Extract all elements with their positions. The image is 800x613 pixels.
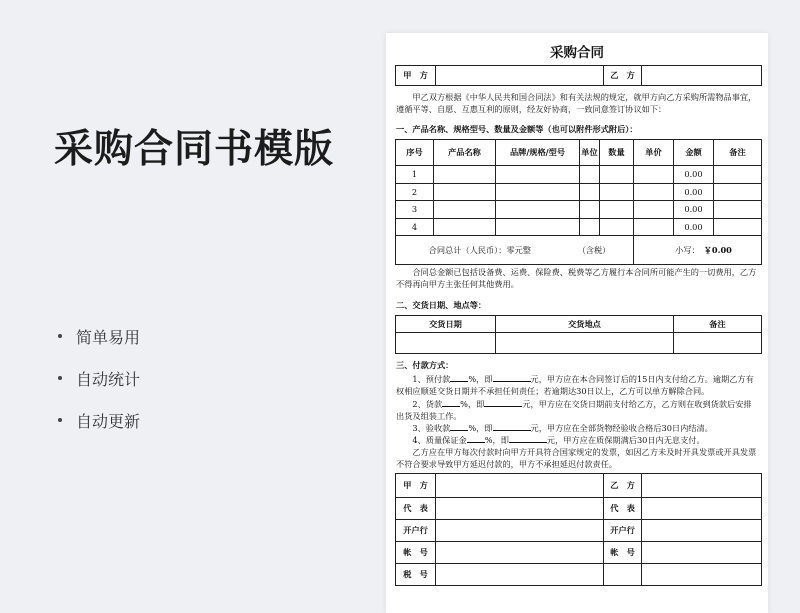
cell[interactable] <box>714 183 762 201</box>
feature-item <box>58 357 140 399</box>
promo-title: 采购合同书模版 <box>54 127 335 172</box>
cell[interactable] <box>434 201 496 219</box>
amount-cell: 0.00 <box>674 166 714 184</box>
total-label: 合同总计（人民币）：零元整 <box>428 244 531 255</box>
signature-row <box>396 542 762 564</box>
amount-cell: 0.00 <box>674 183 714 201</box>
sig-field[interactable] <box>436 520 604 542</box>
cell[interactable] <box>580 166 600 184</box>
signature-row <box>396 520 762 542</box>
cell[interactable] <box>600 201 634 219</box>
parties-table <box>395 65 762 86</box>
payment-clause-2: 2、货款 %，即 元，甲方应在交货日期前支付给乙方，乙方则在收到货款后安排出货及组装工作。 <box>396 399 752 421</box>
row-number: 3 <box>396 201 434 219</box>
col-header: 交货日期 <box>396 316 496 333</box>
small-total-cell <box>634 236 762 265</box>
contract-document <box>386 33 768 613</box>
document-title: 采购合同 <box>550 45 604 61</box>
feature-label: 自动更新 <box>76 411 141 431</box>
row-number: 4 <box>396 218 434 236</box>
sig-field[interactable] <box>642 520 762 542</box>
small-total-value: ￥0.00 <box>703 244 732 255</box>
table-row <box>396 183 762 201</box>
cell[interactable] <box>434 166 496 184</box>
small-total-label: 小写： <box>675 244 700 255</box>
cell[interactable] <box>600 183 634 201</box>
cell[interactable] <box>634 218 674 236</box>
sig-label: 开户行 <box>604 520 642 542</box>
party-a-field[interactable] <box>436 66 604 86</box>
col-header: 品牌/规格/型号 <box>496 140 580 166</box>
delivery-location-field[interactable] <box>496 333 674 354</box>
table-row <box>396 201 762 219</box>
sig-field[interactable] <box>642 474 762 498</box>
product-header-row <box>396 140 762 166</box>
cell[interactable] <box>580 218 600 236</box>
feature-label: 自动统计 <box>76 369 141 389</box>
sig-label: 代 表 <box>604 498 642 520</box>
cell[interactable] <box>496 183 580 201</box>
cell[interactable] <box>496 166 580 184</box>
col-header: 序号 <box>396 140 434 166</box>
sig-label: 帐 号 <box>396 542 436 564</box>
sig-field[interactable] <box>604 564 642 586</box>
fee-note: 合同总金额已包括设备费、运费、保险费、税费等乙方履行本合同所可能产生的一切费用，乙方不得再向甲方主张任何其他费用。 <box>396 267 757 289</box>
party-a-label: 甲 方 <box>396 66 436 86</box>
sig-label: 甲 方 <box>396 474 436 498</box>
payment-clause-1: 1、预付款 %，即 元，甲方应在本合同签订后的15日内支付给乙方。逾期乙方有权相应顺延交货日期并不承担任何责任；若逾期达30日以上，乙方可以单方解除合同。 <box>396 374 754 396</box>
col-header: 数量 <box>600 140 634 166</box>
delivery-table <box>395 315 762 354</box>
cell[interactable] <box>496 218 580 236</box>
table-row <box>396 333 762 354</box>
signature-row <box>396 474 762 498</box>
row-number: 2 <box>396 183 434 201</box>
col-header: 金额 <box>674 140 714 166</box>
sig-field[interactable] <box>436 542 604 564</box>
cell[interactable] <box>714 201 762 219</box>
col-header: 备注 <box>714 140 762 166</box>
delivery-date-field[interactable] <box>396 333 496 354</box>
section2-heading: 二、交货日期、地点等： <box>396 300 487 310</box>
payment-clause-4: 4、质量保证金 %，即 元，甲方应在质保期满后30日内无息支付。 <box>412 435 705 445</box>
tax-label: （含税） <box>577 244 611 255</box>
total-cell <box>396 236 634 265</box>
feature-label: 简单易用 <box>76 327 141 347</box>
intro-paragraph: 甲乙双方根据《中华人民共和国合同法》和有关法规的规定，就甲方向乙方采购所需物品事宜，遵循平等、自愿、互惠互利的原则，经友好协商，一致同意签订协议如下： <box>396 92 757 114</box>
col-header: 交货地点 <box>496 316 674 333</box>
col-header: 单位 <box>580 140 600 166</box>
payment-clause-3: 3、验收款 %，即 元，甲方应在全部货物经验收合格后30日内结清。 <box>412 423 713 433</box>
sig-label: 税 号 <box>396 564 436 586</box>
cell[interactable] <box>714 166 762 184</box>
party-b-label: 乙 方 <box>604 66 642 86</box>
party-b-field[interactable] <box>642 66 762 86</box>
signature-table <box>395 473 762 586</box>
sig-field[interactable] <box>642 542 762 564</box>
invoice-note: 乙方应在甲方每次付款时向甲方开具符合国家规定的发票，如因乙方未及时开具发票或开具发票不符合要求导致甲方延迟付款的，甲方不承担延迟付款责任。 <box>396 447 757 469</box>
cell[interactable] <box>634 183 674 201</box>
signature-row <box>396 498 762 520</box>
total-row <box>396 236 762 265</box>
cell[interactable] <box>580 201 600 219</box>
col-header: 单价 <box>634 140 674 166</box>
promo-panel <box>0 0 380 613</box>
cell[interactable] <box>634 201 674 219</box>
feature-item <box>58 399 140 441</box>
cell[interactable] <box>600 166 634 184</box>
amount-cell: 0.00 <box>674 218 714 236</box>
sig-label: 代 表 <box>396 498 436 520</box>
sig-field[interactable] <box>436 564 604 586</box>
feature-item <box>58 315 140 357</box>
cell[interactable] <box>580 183 600 201</box>
cell[interactable] <box>496 201 580 219</box>
cell[interactable] <box>600 218 634 236</box>
feature-list <box>58 315 140 441</box>
sig-field[interactable] <box>436 474 604 498</box>
cell[interactable] <box>434 183 496 201</box>
amount-cell: 0.00 <box>674 201 714 219</box>
sig-label: 帐 号 <box>604 542 642 564</box>
sig-field[interactable] <box>642 564 762 586</box>
section3-heading: 三、付款方式： <box>396 360 454 370</box>
sig-field[interactable] <box>642 498 762 520</box>
signature-row <box>396 564 762 586</box>
col-header: 备注 <box>674 316 762 333</box>
bullet-dot-icon <box>58 418 62 422</box>
bullet-dot-icon <box>58 376 62 380</box>
sig-label: 开户行 <box>396 520 436 542</box>
row-number: 1 <box>396 166 434 184</box>
table-row <box>396 166 762 184</box>
sig-field[interactable] <box>436 498 604 520</box>
table-row <box>396 218 762 236</box>
bullet-dot-icon <box>58 334 62 338</box>
cell[interactable] <box>434 218 496 236</box>
sig-label: 乙 方 <box>604 474 642 498</box>
col-header: 产品名称 <box>434 140 496 166</box>
cell[interactable] <box>714 218 762 236</box>
section1-heading: 一、产品名称、规格型号、数量及金额等（也可以附件形式附后）： <box>396 124 638 134</box>
cell[interactable] <box>634 166 674 184</box>
delivery-remark-field[interactable] <box>674 333 762 354</box>
product-table <box>395 139 762 265</box>
